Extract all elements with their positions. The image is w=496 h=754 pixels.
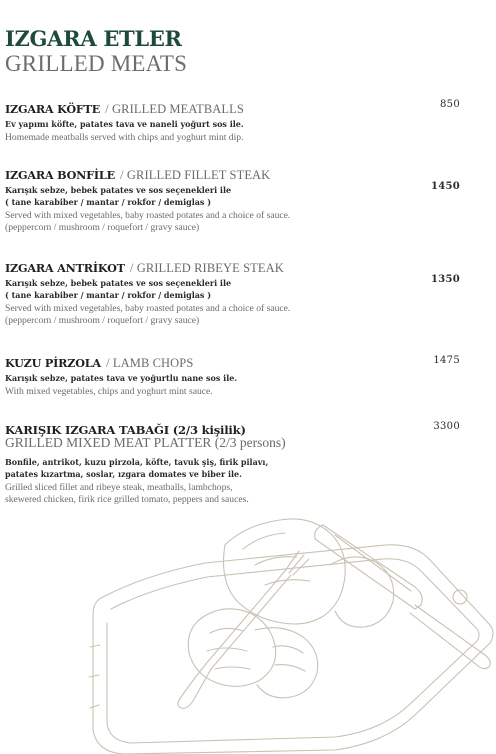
desc-line: Grilled sliced fillet and ribeye steak, meatballs, lambchops, — [5, 482, 233, 493]
item-desc-en — [5, 303, 460, 326]
item-desc-tr — [5, 372, 460, 384]
desc-line: patates kızartma, soslar, ızgara domates ve biber ile. — [5, 469, 242, 479]
item-desc-tr — [5, 181, 460, 208]
item-price: 1450 — [430, 181, 460, 192]
item-price: 850 — [440, 99, 460, 110]
item-desc-tr — [5, 118, 460, 130]
desc-line: (peppercorn / mushroom / roquefort / gravy sauce) — [5, 221, 200, 233]
desc-line: (peppercorn / mushroom / roquefort / gravy sauce) — [5, 314, 200, 326]
desc-line: Karışık sebze, bebek patates ve sos seçenekleri ile — [5, 278, 232, 288]
item-desc-en — [5, 132, 460, 144]
menu-item-izgara-bonfile — [5, 164, 460, 233]
item-desc-tr — [5, 456, 460, 480]
section-title-en: GRILLED MEATS — [5, 51, 188, 76]
item-name-en: GRILLED FILLET STEAK — [126, 168, 271, 182]
desc-line: ( tane karabiber / mantar / rokfor / demiglas ) — [5, 290, 211, 300]
item-name-en: GRILLED MEATBALLS — [112, 102, 244, 116]
desc-line: Ev yapımı köfte, patates tava ve naneli yoğurt sos ile. — [5, 119, 244, 129]
item-name-tr: KARIŞIK IZGARA TABAĞI (2/3 kişilik) — [5, 423, 246, 437]
menu-item-karisik-izgara — [5, 419, 460, 505]
item-desc-en — [5, 210, 460, 233]
desc-line: ( tane karabiber / mantar / rokfor / demiglas ) — [5, 197, 211, 207]
item-name-tr: IZGARA KÖFTE — [5, 102, 101, 116]
menu-item-header — [5, 257, 460, 273]
desc-line: Bonfile, antrikot, kuzu pirzola, köfte, tavuk şiş, firik pilavı, — [5, 457, 269, 467]
item-desc-tr — [5, 274, 460, 301]
desc-line: With mixed vegetables, chips and yoghurt mint sauce. — [5, 386, 213, 397]
menu-item-header — [5, 164, 460, 180]
desc-line: Homemade meatballs served with chips and yoghurt mint dip. — [5, 132, 244, 143]
cutting-board-icon — [89, 545, 493, 754]
desc-line: Karışık sebze, bebek patates ve sos seçenekleri ile — [5, 185, 232, 195]
steak-board-illustration — [85, 505, 496, 754]
item-name-en: LAMB CHOPS — [112, 356, 194, 370]
menu-item-header — [5, 352, 460, 368]
menu-item-kuzu-pirzola — [5, 352, 460, 398]
desc-line: Served with mixed vegetables, baby roasted potates and a choice of sauce. — [5, 303, 291, 314]
steak-icon — [188, 519, 393, 698]
menu-item-izgara-kofte — [5, 98, 460, 144]
item-price: 3300 — [433, 421, 460, 432]
item-price: 1475 — [433, 355, 460, 366]
name-separator: / — [106, 355, 113, 370]
item-desc-en — [5, 386, 460, 398]
item-name-tr: IZGARA ANTRİKOT — [5, 261, 125, 275]
desc-line: skewered chicken, firik rice grilled tomato, peppers and sauces. — [5, 493, 249, 505]
name-separator: / — [129, 260, 137, 275]
desc-line: Karışık sebze, patates tava ve yoğurtlu nane sos ile. — [5, 373, 238, 383]
name-separator: / — [105, 101, 113, 116]
item-name-en: GRILLED RIBEYE STEAK — [136, 261, 284, 275]
desc-line: Served with mixed vegetables, baby roasted potates and a choice of sauce. — [5, 210, 291, 221]
item-name-tr: IZGARA BONFİLE — [5, 168, 115, 182]
section-title-tr: IZGARA ETLER — [5, 26, 182, 51]
menu-item-header — [5, 98, 460, 114]
item-desc-en — [5, 482, 460, 505]
item-name-tr: KUZU PİRZOLA — [5, 356, 101, 370]
menu-item-header — [5, 419, 460, 435]
item-price: 1350 — [430, 274, 460, 285]
item-name-en: GRILLED MIXED MEAT PLATTER (2/3 persons) — [5, 435, 286, 450]
name-separator: / — [120, 167, 127, 182]
menu-item-izgara-antrikot — [5, 257, 460, 326]
